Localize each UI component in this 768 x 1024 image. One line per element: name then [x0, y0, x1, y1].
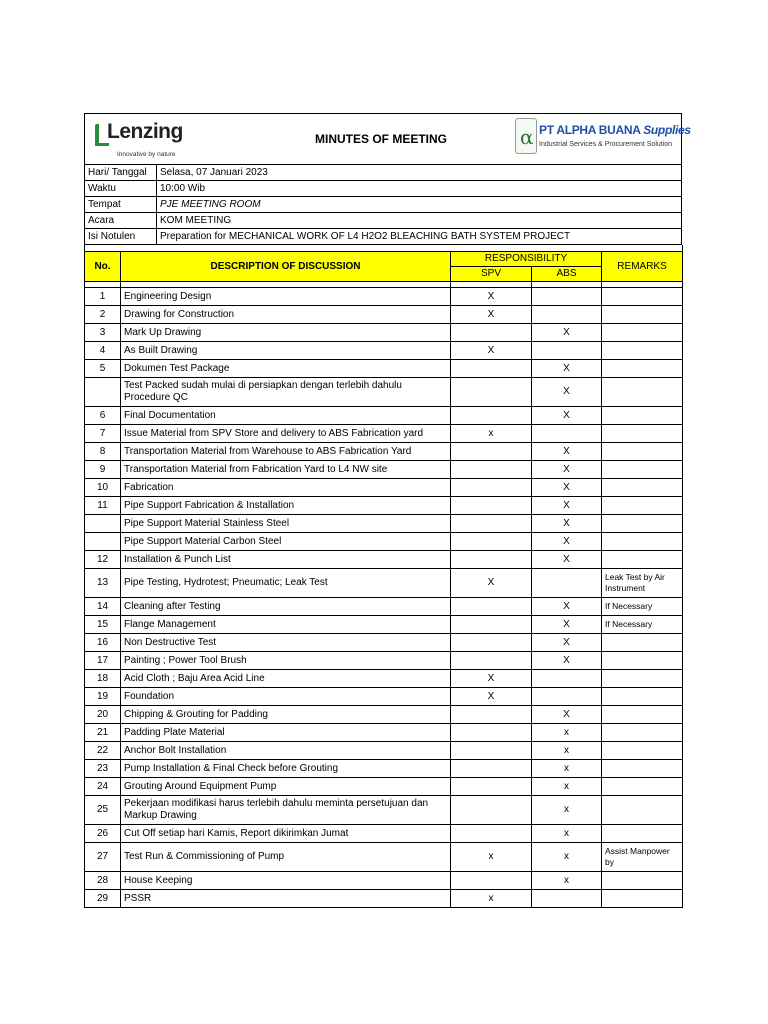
row-abs-mark: x [532, 724, 602, 742]
row-number [85, 378, 121, 407]
row-description: PSSR [121, 890, 451, 908]
row-abs-mark: X [532, 515, 602, 533]
row-description: Transportation Material from Warehouse to ABS Fabrication Yard [121, 443, 451, 461]
row-spv-mark [451, 378, 532, 407]
row-abs-mark: x [532, 843, 602, 872]
info-value: Selasa, 07 Januari 2023 [157, 165, 682, 181]
row-remarks [602, 360, 683, 378]
row-number: 17 [85, 652, 121, 670]
table-row [85, 443, 683, 461]
row-spv-mark [451, 515, 532, 533]
row-number: 26 [85, 825, 121, 843]
table-row [85, 598, 683, 616]
row-number: 4 [85, 342, 121, 360]
table-row [85, 306, 683, 324]
row-number: 5 [85, 360, 121, 378]
row-remarks: Leak Test by Air Instrument [602, 569, 683, 598]
row-description: Transportation Material from Fabrication Yard to L4 NW site [121, 461, 451, 479]
table-row [85, 551, 683, 569]
info-label: Waktu [85, 181, 157, 197]
col-no-header: No. [85, 252, 121, 282]
row-spv-mark: X [451, 688, 532, 706]
row-spv-mark [451, 724, 532, 742]
row-spv-mark [451, 497, 532, 515]
minutes-sheet [84, 113, 691, 908]
row-number: 16 [85, 634, 121, 652]
table-row [85, 890, 683, 908]
info-value: KOM MEETING [157, 213, 682, 229]
row-remarks [602, 443, 683, 461]
row-description: Installation & Punch List [121, 551, 451, 569]
row-number: 12 [85, 551, 121, 569]
info-row [85, 165, 682, 181]
row-spv-mark [451, 760, 532, 778]
row-number: 23 [85, 760, 121, 778]
row-remarks [602, 515, 683, 533]
row-number: 3 [85, 324, 121, 342]
table-row [85, 652, 683, 670]
row-spv-mark: x [451, 425, 532, 443]
row-spv-mark [451, 796, 532, 825]
table-row [85, 742, 683, 760]
table-row [85, 479, 683, 497]
row-description: House Keeping [121, 872, 451, 890]
row-number: 1 [85, 288, 121, 306]
row-abs-mark [532, 288, 602, 306]
row-description: Engineering Design [121, 288, 451, 306]
table-row [85, 706, 683, 724]
row-abs-mark [532, 306, 602, 324]
row-number: 27 [85, 843, 121, 872]
row-abs-mark: x [532, 778, 602, 796]
row-number: 18 [85, 670, 121, 688]
col-spv-header: SPV [451, 267, 532, 282]
row-abs-mark: X [532, 616, 602, 634]
table-row [85, 724, 683, 742]
row-number: 14 [85, 598, 121, 616]
row-abs-mark: X [532, 706, 602, 724]
row-spv-mark [451, 443, 532, 461]
col-description-header: DESCRIPTION OF DISCUSSION [121, 252, 451, 282]
row-spv-mark: x [451, 843, 532, 872]
row-remarks [602, 634, 683, 652]
row-remarks [602, 461, 683, 479]
row-description: Flange Management [121, 616, 451, 634]
row-spv-mark [451, 652, 532, 670]
row-remarks [602, 825, 683, 843]
row-number: 21 [85, 724, 121, 742]
table-row [85, 497, 683, 515]
table-row [85, 360, 683, 378]
table-row [85, 425, 683, 443]
row-spv-mark: X [451, 306, 532, 324]
col-remarks-header: REMARKS [602, 252, 683, 282]
row-remarks [602, 407, 683, 425]
row-spv-mark: X [451, 288, 532, 306]
col-abs-header: ABS [532, 267, 602, 282]
table-row [85, 688, 683, 706]
table-row [85, 378, 683, 407]
row-description: Foundation [121, 688, 451, 706]
table-row [85, 825, 683, 843]
row-description: Pipe Support Fabrication & Installation [121, 497, 451, 515]
row-remarks [602, 778, 683, 796]
table-row [85, 533, 683, 551]
row-description: Non Destructive Test [121, 634, 451, 652]
info-value: 10:00 Wib [157, 181, 682, 197]
row-description: Final Documentation [121, 407, 451, 425]
row-abs-mark: X [532, 479, 602, 497]
row-number: 15 [85, 616, 121, 634]
info-label: Tempat [85, 197, 157, 213]
row-description: Mark Up Drawing [121, 324, 451, 342]
row-abs-mark [532, 670, 602, 688]
row-number: 20 [85, 706, 121, 724]
row-abs-mark: x [532, 760, 602, 778]
row-abs-mark: x [532, 796, 602, 825]
row-remarks [602, 688, 683, 706]
row-number: 10 [85, 479, 121, 497]
row-spv-mark [451, 598, 532, 616]
row-abs-mark: x [532, 742, 602, 760]
row-abs-mark [532, 569, 602, 598]
row-remarks [602, 796, 683, 825]
row-spv-mark [451, 407, 532, 425]
row-spv-mark [451, 551, 532, 569]
row-description: Padding Plate Material [121, 724, 451, 742]
alpha-symbol-icon: α [515, 118, 537, 154]
row-description: Painting ; Power Tool Brush [121, 652, 451, 670]
row-number: 11 [85, 497, 121, 515]
row-abs-mark: X [532, 407, 602, 425]
row-number: 9 [85, 461, 121, 479]
row-spv-mark [451, 742, 532, 760]
row-remarks [602, 652, 683, 670]
row-abs-mark: X [532, 360, 602, 378]
row-remarks [602, 288, 683, 306]
row-abs-mark [532, 688, 602, 706]
row-spv-mark [451, 634, 532, 652]
row-number: 25 [85, 796, 121, 825]
table-row [85, 778, 683, 796]
row-remarks [602, 724, 683, 742]
row-abs-mark: X [532, 634, 602, 652]
row-description: Pekerjaan modifikasi harus terlebih dahulu meminta persetujuan dan Markup Drawing [121, 796, 451, 825]
document-title: MINUTES OF MEETING [315, 132, 447, 146]
row-description: Grouting Around Equipment Pump [121, 778, 451, 796]
row-abs-mark: X [532, 378, 602, 407]
row-number: 7 [85, 425, 121, 443]
row-spv-mark [451, 324, 532, 342]
row-remarks [602, 890, 683, 908]
row-remarks [602, 342, 683, 360]
row-abs-mark: x [532, 872, 602, 890]
row-abs-mark [532, 342, 602, 360]
row-abs-mark: X [532, 598, 602, 616]
row-abs-mark: x [532, 825, 602, 843]
row-spv-mark [451, 706, 532, 724]
info-label: Isi Notulen [85, 229, 157, 245]
table-row [85, 324, 683, 342]
row-remarks [602, 533, 683, 551]
table-row [85, 872, 683, 890]
row-remarks [602, 497, 683, 515]
row-description: Pump Installation & Final Check before Grouting [121, 760, 451, 778]
table-row [85, 760, 683, 778]
row-description: Drawing for Construction [121, 306, 451, 324]
row-description: As Built Drawing [121, 342, 451, 360]
table-row [85, 288, 683, 306]
row-abs-mark: X [532, 497, 602, 515]
row-remarks [602, 378, 683, 407]
row-abs-mark: X [532, 443, 602, 461]
table-header-row [85, 252, 683, 267]
row-abs-mark: X [532, 533, 602, 551]
row-spv-mark: X [451, 670, 532, 688]
row-number: 6 [85, 407, 121, 425]
row-abs-mark: X [532, 652, 602, 670]
row-description: Test Packed sudah mulai di persiapkan dengan terlebih dahulu Procedure QC [121, 378, 451, 407]
col-responsibility-header: RESPONSIBILITY [451, 252, 602, 267]
row-description: Pipe Testing, Hydrotest; Pneumatic; Leak Test [121, 569, 451, 598]
row-description: Pipe Support Material Carbon Steel [121, 533, 451, 551]
row-number: 19 [85, 688, 121, 706]
row-number [85, 533, 121, 551]
row-description: Chipping & Grouting for Padding [121, 706, 451, 724]
row-abs-mark: X [532, 461, 602, 479]
info-label: Hari/ Tanggal [85, 165, 157, 181]
row-number [85, 515, 121, 533]
meeting-info-table [84, 164, 682, 245]
row-spv-mark [451, 479, 532, 497]
row-description: Issue Material from SPV Store and delivery to ABS Fabrication yard [121, 425, 451, 443]
row-spv-mark [451, 533, 532, 551]
row-description: Cut Off setiap hari Kamis, Report dikirimkan Jumat [121, 825, 451, 843]
row-remarks: If Necessary [602, 616, 683, 634]
table-row [85, 407, 683, 425]
row-abs-mark: X [532, 551, 602, 569]
row-remarks [602, 706, 683, 724]
info-value: Preparation for MECHANICAL WORK OF L4 H2O2 BLEACHING BATH SYSTEM PROJECT [157, 229, 682, 245]
table-row [85, 342, 683, 360]
info-row [85, 197, 682, 213]
row-description: Fabrication [121, 479, 451, 497]
row-remarks [602, 760, 683, 778]
row-spv-mark [451, 872, 532, 890]
row-spv-mark: x [451, 890, 532, 908]
alpha-buana-logo: α PT ALPHA BUANA Supplies Industrial Services & Procurement Solution [515, 118, 680, 160]
table-row [85, 461, 683, 479]
row-remarks [602, 670, 683, 688]
table-row [85, 670, 683, 688]
row-spv-mark [451, 360, 532, 378]
row-number: 2 [85, 306, 121, 324]
row-remarks [602, 551, 683, 569]
row-spv-mark [451, 825, 532, 843]
row-description: Cleaning after Testing [121, 598, 451, 616]
info-row [85, 213, 682, 229]
row-description: Dokumen Test Package [121, 360, 451, 378]
table-row [85, 616, 683, 634]
row-number: 24 [85, 778, 121, 796]
info-value: PJE MEETING ROOM [157, 197, 682, 213]
row-description: Acid Cloth ; Baju Area Acid Line [121, 670, 451, 688]
row-number: 28 [85, 872, 121, 890]
row-number: 22 [85, 742, 121, 760]
row-remarks [602, 479, 683, 497]
info-row [85, 229, 682, 245]
row-spv-mark [451, 616, 532, 634]
row-description: Test Run & Commissioning of Pump [121, 843, 451, 872]
row-abs-mark [532, 425, 602, 443]
row-description: Pipe Support Material Stainless Steel [121, 515, 451, 533]
row-remarks: Assist Manpower by [602, 843, 683, 872]
row-remarks [602, 742, 683, 760]
row-remarks [602, 324, 683, 342]
row-spv-mark [451, 778, 532, 796]
table-row [85, 634, 683, 652]
row-number: 8 [85, 443, 121, 461]
row-description: Anchor Bolt Installation [121, 742, 451, 760]
row-remarks [602, 425, 683, 443]
table-row [85, 843, 683, 872]
discussion-table [84, 245, 683, 908]
row-spv-mark: X [451, 569, 532, 598]
row-remarks: If Necessary [602, 598, 683, 616]
row-number: 13 [85, 569, 121, 598]
row-remarks [602, 306, 683, 324]
row-remarks [602, 872, 683, 890]
row-number: 29 [85, 890, 121, 908]
info-row [85, 181, 682, 197]
row-spv-mark: X [451, 342, 532, 360]
row-abs-mark [532, 890, 602, 908]
info-label: Acara [85, 213, 157, 229]
table-row [85, 796, 683, 825]
table-row [85, 569, 683, 598]
row-abs-mark: X [532, 324, 602, 342]
table-row [85, 515, 683, 533]
document-header [84, 113, 691, 164]
row-spv-mark [451, 461, 532, 479]
lenzing-logo: Lenzing Innovative by nature [95, 120, 215, 162]
